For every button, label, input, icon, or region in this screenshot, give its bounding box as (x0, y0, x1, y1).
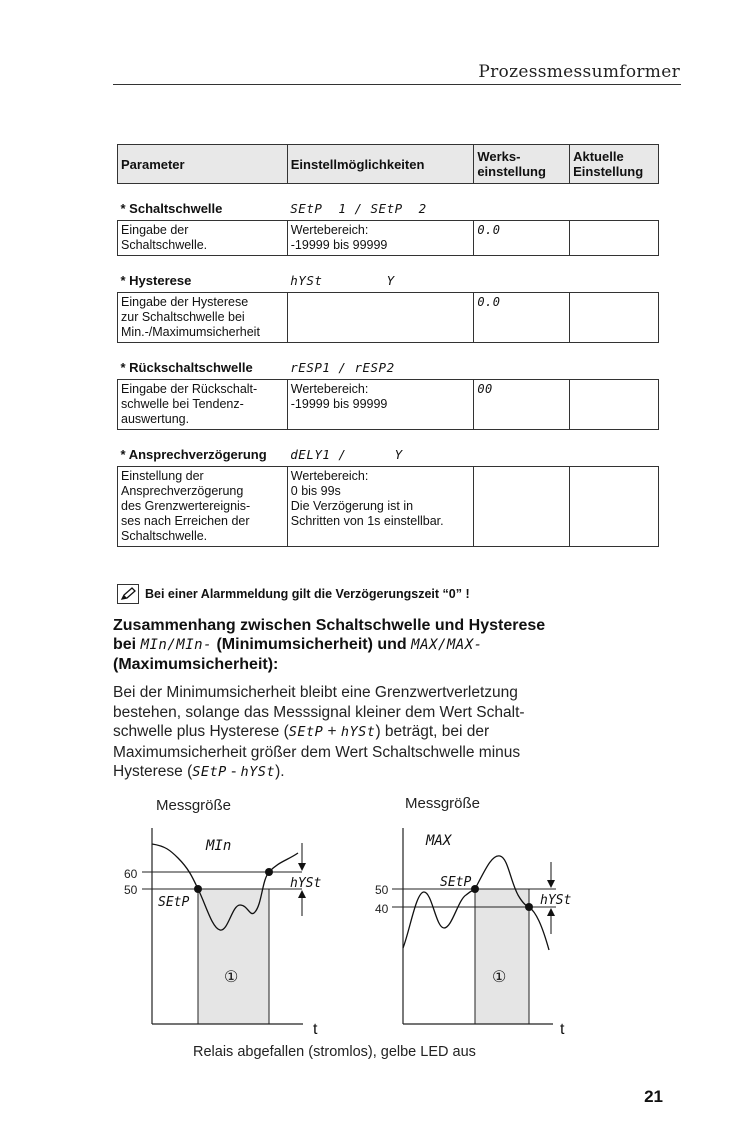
region-marker: ① (224, 969, 239, 986)
x-axis-label: t (313, 1021, 318, 1038)
para-plus: + (323, 723, 341, 740)
display-code: SEtP 1 / SEtP 2 (290, 201, 427, 216)
section-name: * Schaltschwelle (120, 201, 223, 216)
note-text: Bei einer Alarmmeldung gilt die Verzögerungszeit “0” ! (145, 587, 470, 601)
options-cell: Wertebereich: 0 bis 99s Die Verzögerung ist in Schritten von 1s einstellbar. (287, 467, 474, 547)
para-code-setp: SEtP (288, 724, 324, 740)
col-header-parameter: Parameter (118, 145, 288, 184)
max-code: MAX/MAX- (411, 637, 483, 653)
hyst-label: hYSt (290, 876, 322, 891)
para-code-hyst: hYSt (340, 724, 376, 740)
display-code: hYSt Y (290, 273, 395, 288)
mode-label: MAX (426, 833, 452, 849)
section-name: * Hysterese (120, 273, 192, 288)
para-part3: ). (275, 763, 285, 780)
para-minus: - (226, 763, 241, 780)
para-code-setp: SEtP (192, 764, 227, 780)
factory-value: 00 (477, 382, 493, 396)
relay-off-region (198, 889, 269, 1024)
para-code-hyst: hYSt (240, 764, 276, 780)
setp-label: SEtP (158, 895, 190, 910)
setp-label: SEtP (440, 875, 472, 890)
arrow-head (547, 880, 555, 888)
switch-point (265, 868, 273, 876)
para-part1: Bei der Minimumsicherheit bleibt eine Grenzwertverletzung bestehen, solange das Messsignal kleiner dem Wert Schalt-schwelle plus Hysterese ( (113, 684, 525, 740)
factory-value: 0.0 (477, 223, 501, 237)
section-name: * Ansprechverzögerung (120, 447, 267, 462)
description-cell: Eingabe der Rückschalt- schwelle bei Tendenz- auswertung. (118, 380, 288, 430)
switch-point (471, 885, 479, 893)
arrow-head (547, 908, 555, 916)
switch-point (525, 903, 533, 911)
hyst-label: hYSt (540, 893, 572, 908)
options-cell: Wertebereich: -19999 bis 99999 (287, 380, 474, 430)
heading-max-text: (Maximumsicherheit): (113, 656, 279, 673)
description-cell: Einstellung der Ansprechverzögerung des Grenzwertereignis- ses nach Erreichen der Schaltschwelle. (118, 467, 288, 547)
col-header-current: Aktuelle Einstellung (570, 145, 659, 184)
y-axis-label: Messgröße (405, 795, 481, 812)
description-cell: Eingabe der Schaltschwelle. (118, 221, 288, 256)
min-diagram (124, 797, 321, 1038)
col-header-factory: Werks- einstellung (474, 145, 570, 184)
tick-label: 50 (375, 883, 389, 897)
display-code: rESP1 / rESP2 (290, 360, 395, 375)
min-code: MIn/MIn- (140, 637, 213, 653)
page-number: 21 (644, 1087, 663, 1106)
max-diagram (375, 795, 571, 1038)
switch-point (194, 885, 202, 893)
mode-label: MIn (206, 838, 232, 854)
factory-value: 0.0 (477, 295, 501, 309)
col-header-options: Einstellmöglichkeiten (287, 145, 474, 184)
arrow-head (298, 890, 306, 898)
arrow-head (298, 863, 306, 871)
options-cell: Wertebereich: -19999 bis 99999 (287, 221, 474, 256)
tick-label: 40 (375, 902, 389, 916)
tick-label: 60 (124, 867, 138, 881)
display-code: dELY1 / Y (290, 447, 403, 462)
para-part2: ) beträgt, bei der Maximumsicherheit größer dem Wert Schaltschwelle minus Hysterese ( (113, 723, 521, 780)
tick-label: 50 (124, 883, 138, 897)
running-header: Prozessmessumformer (478, 62, 680, 82)
heading-min-text: (Minimumsicherheit) und (216, 636, 407, 653)
diagram-caption: Relais abgefallen (stromlos), gelbe LED aus (193, 1044, 476, 1060)
heading-line1: Zusammenhang zwischen Schaltschwelle und Hysterese (113, 617, 546, 634)
x-axis-label: t (560, 1021, 565, 1038)
relay-off-region (475, 889, 529, 1024)
description-cell: Eingabe der Hysterese zur Schaltschwelle bei Min.-/Maximumsicherheit (118, 293, 288, 343)
region-marker: ① (492, 969, 507, 986)
y-axis-label: Messgröße (156, 797, 232, 814)
section-name: * Rückschaltschwelle (120, 360, 253, 375)
heading-bei: bei (113, 636, 137, 653)
